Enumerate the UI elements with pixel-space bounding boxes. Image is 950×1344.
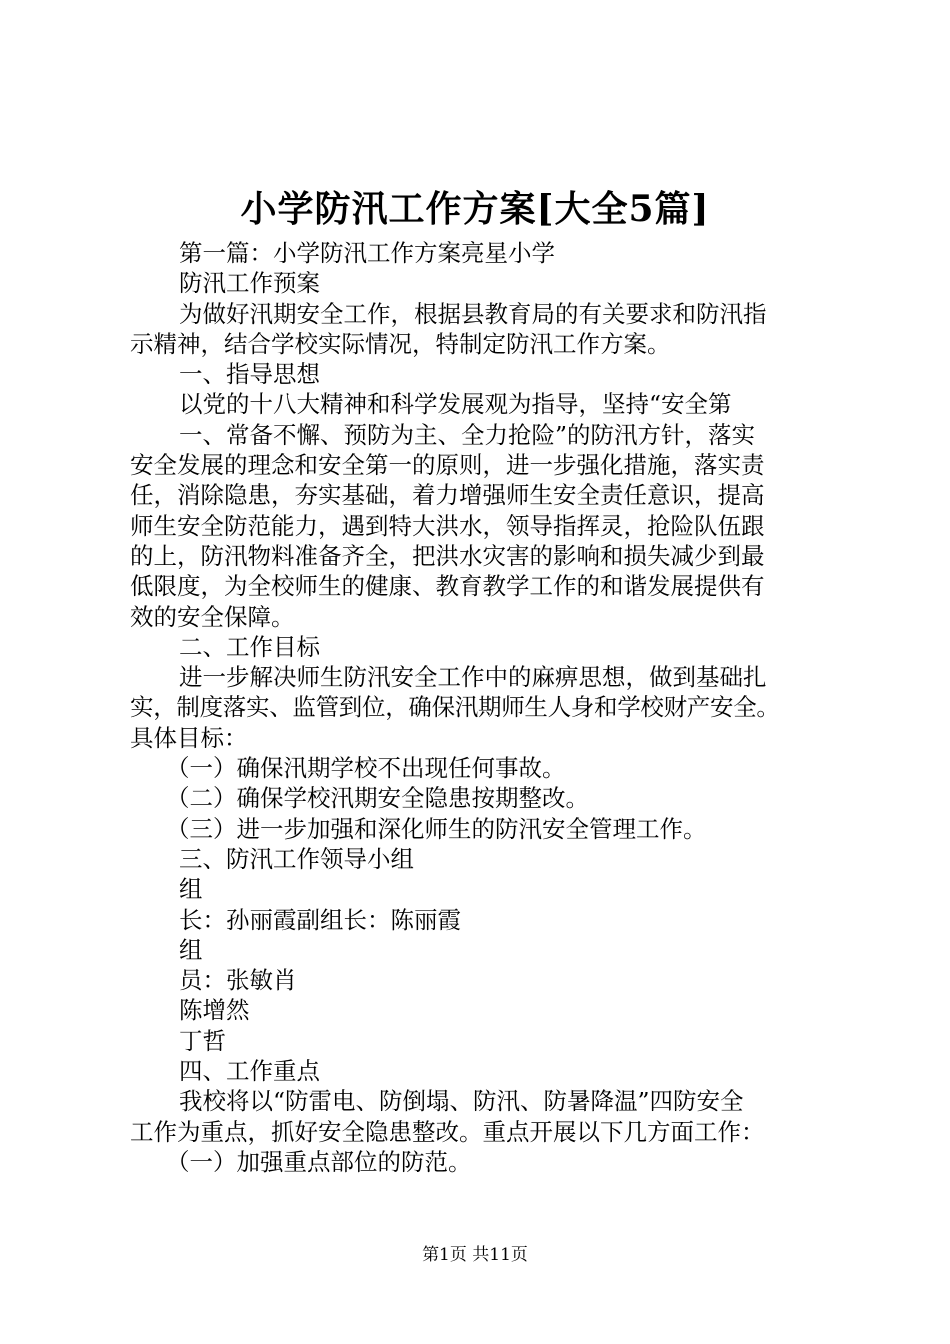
- paragraph-line: 任，消除隐患，夯实基础，着力增强师生安全责任意识，提高: [130, 481, 765, 510]
- heading-plan: 防汛工作预案: [179, 269, 320, 298]
- paragraph-line: 低限度，为全校师生的健康、教育教学工作的和谐发展提供有: [130, 572, 765, 601]
- document-body: [130, 238, 830, 1177]
- paragraph-line: 为做好汛期安全工作，根据县教育局的有关要求和防汛指: [179, 299, 767, 328]
- heading-part-one: 第一篇：小学防汛工作方案亮星小学: [179, 239, 555, 267]
- paragraph-line: 丁哲: [179, 1026, 226, 1055]
- paragraph-line: 进一步解决师生防汛安全工作中的麻痹思想，做到基础扎: [179, 663, 767, 692]
- paragraph-line: 效的安全保障。: [130, 602, 295, 631]
- paragraph-line: 的上，防汛物料准备齐全，把洪水灾害的影响和损失减少到最: [130, 541, 765, 570]
- paragraph-line: 组: [179, 935, 203, 964]
- paragraph-line: 实，制度落实、监管到位，确保汛期师生人身和学校财产安全。: [130, 693, 780, 722]
- paragraph-line: 工作为重点，抓好安全隐患整改。重点开展以下几方面工作：: [130, 1117, 765, 1146]
- section-heading: 四、工作重点: [179, 1057, 320, 1086]
- paragraph-line: 安全发展的理念和安全第一的原则，进一步强化措施，落实责: [130, 451, 765, 480]
- paragraph-line: 示精神，结合学校实际情况，特制定防汛工作方案。: [130, 329, 671, 358]
- paragraph-line: 具体目标：: [130, 723, 248, 752]
- list-item: （一）加强重点部位的防范。: [166, 1147, 472, 1176]
- page-footer: 第1页 共11页: [422, 1245, 528, 1265]
- paragraph-line: 陈增然: [179, 996, 250, 1025]
- paragraph-line: 员：张敏肖: [179, 966, 297, 995]
- list-item: （二）确保学校汛期安全隐患按期整改。: [166, 784, 589, 813]
- paragraph-line: 我校将以“防雷电、防倒塌、防汛、防暑降温”四防安全: [179, 1087, 744, 1116]
- paragraph-line: 一、常备不懈、预防为主、全力抢险”的防汛方针，落实: [179, 420, 756, 449]
- paragraph-line: 师生安全防范能力，遇到特大洪水，领导指挥灵，抢险队伍跟: [130, 511, 765, 540]
- list-item: （三）进一步加强和深化师生的防汛安全管理工作。: [166, 814, 707, 843]
- section-heading: 三、防汛工作领导小组: [179, 844, 414, 873]
- section-heading: 一、指导思想: [179, 360, 320, 389]
- paragraph-line: 以党的十八大精神和科学发展观为指导，坚持“安全第: [179, 390, 732, 419]
- document-title: 小学防汛工作方案[大全5篇]: [240, 188, 710, 230]
- section-heading: 二、工作目标: [179, 632, 320, 661]
- list-item: （一）确保汛期学校不出现任何事故。: [166, 754, 566, 783]
- paragraph-line: 长：孙丽霞副组长：陈丽霞: [179, 905, 461, 934]
- paragraph-line: 组: [179, 875, 203, 904]
